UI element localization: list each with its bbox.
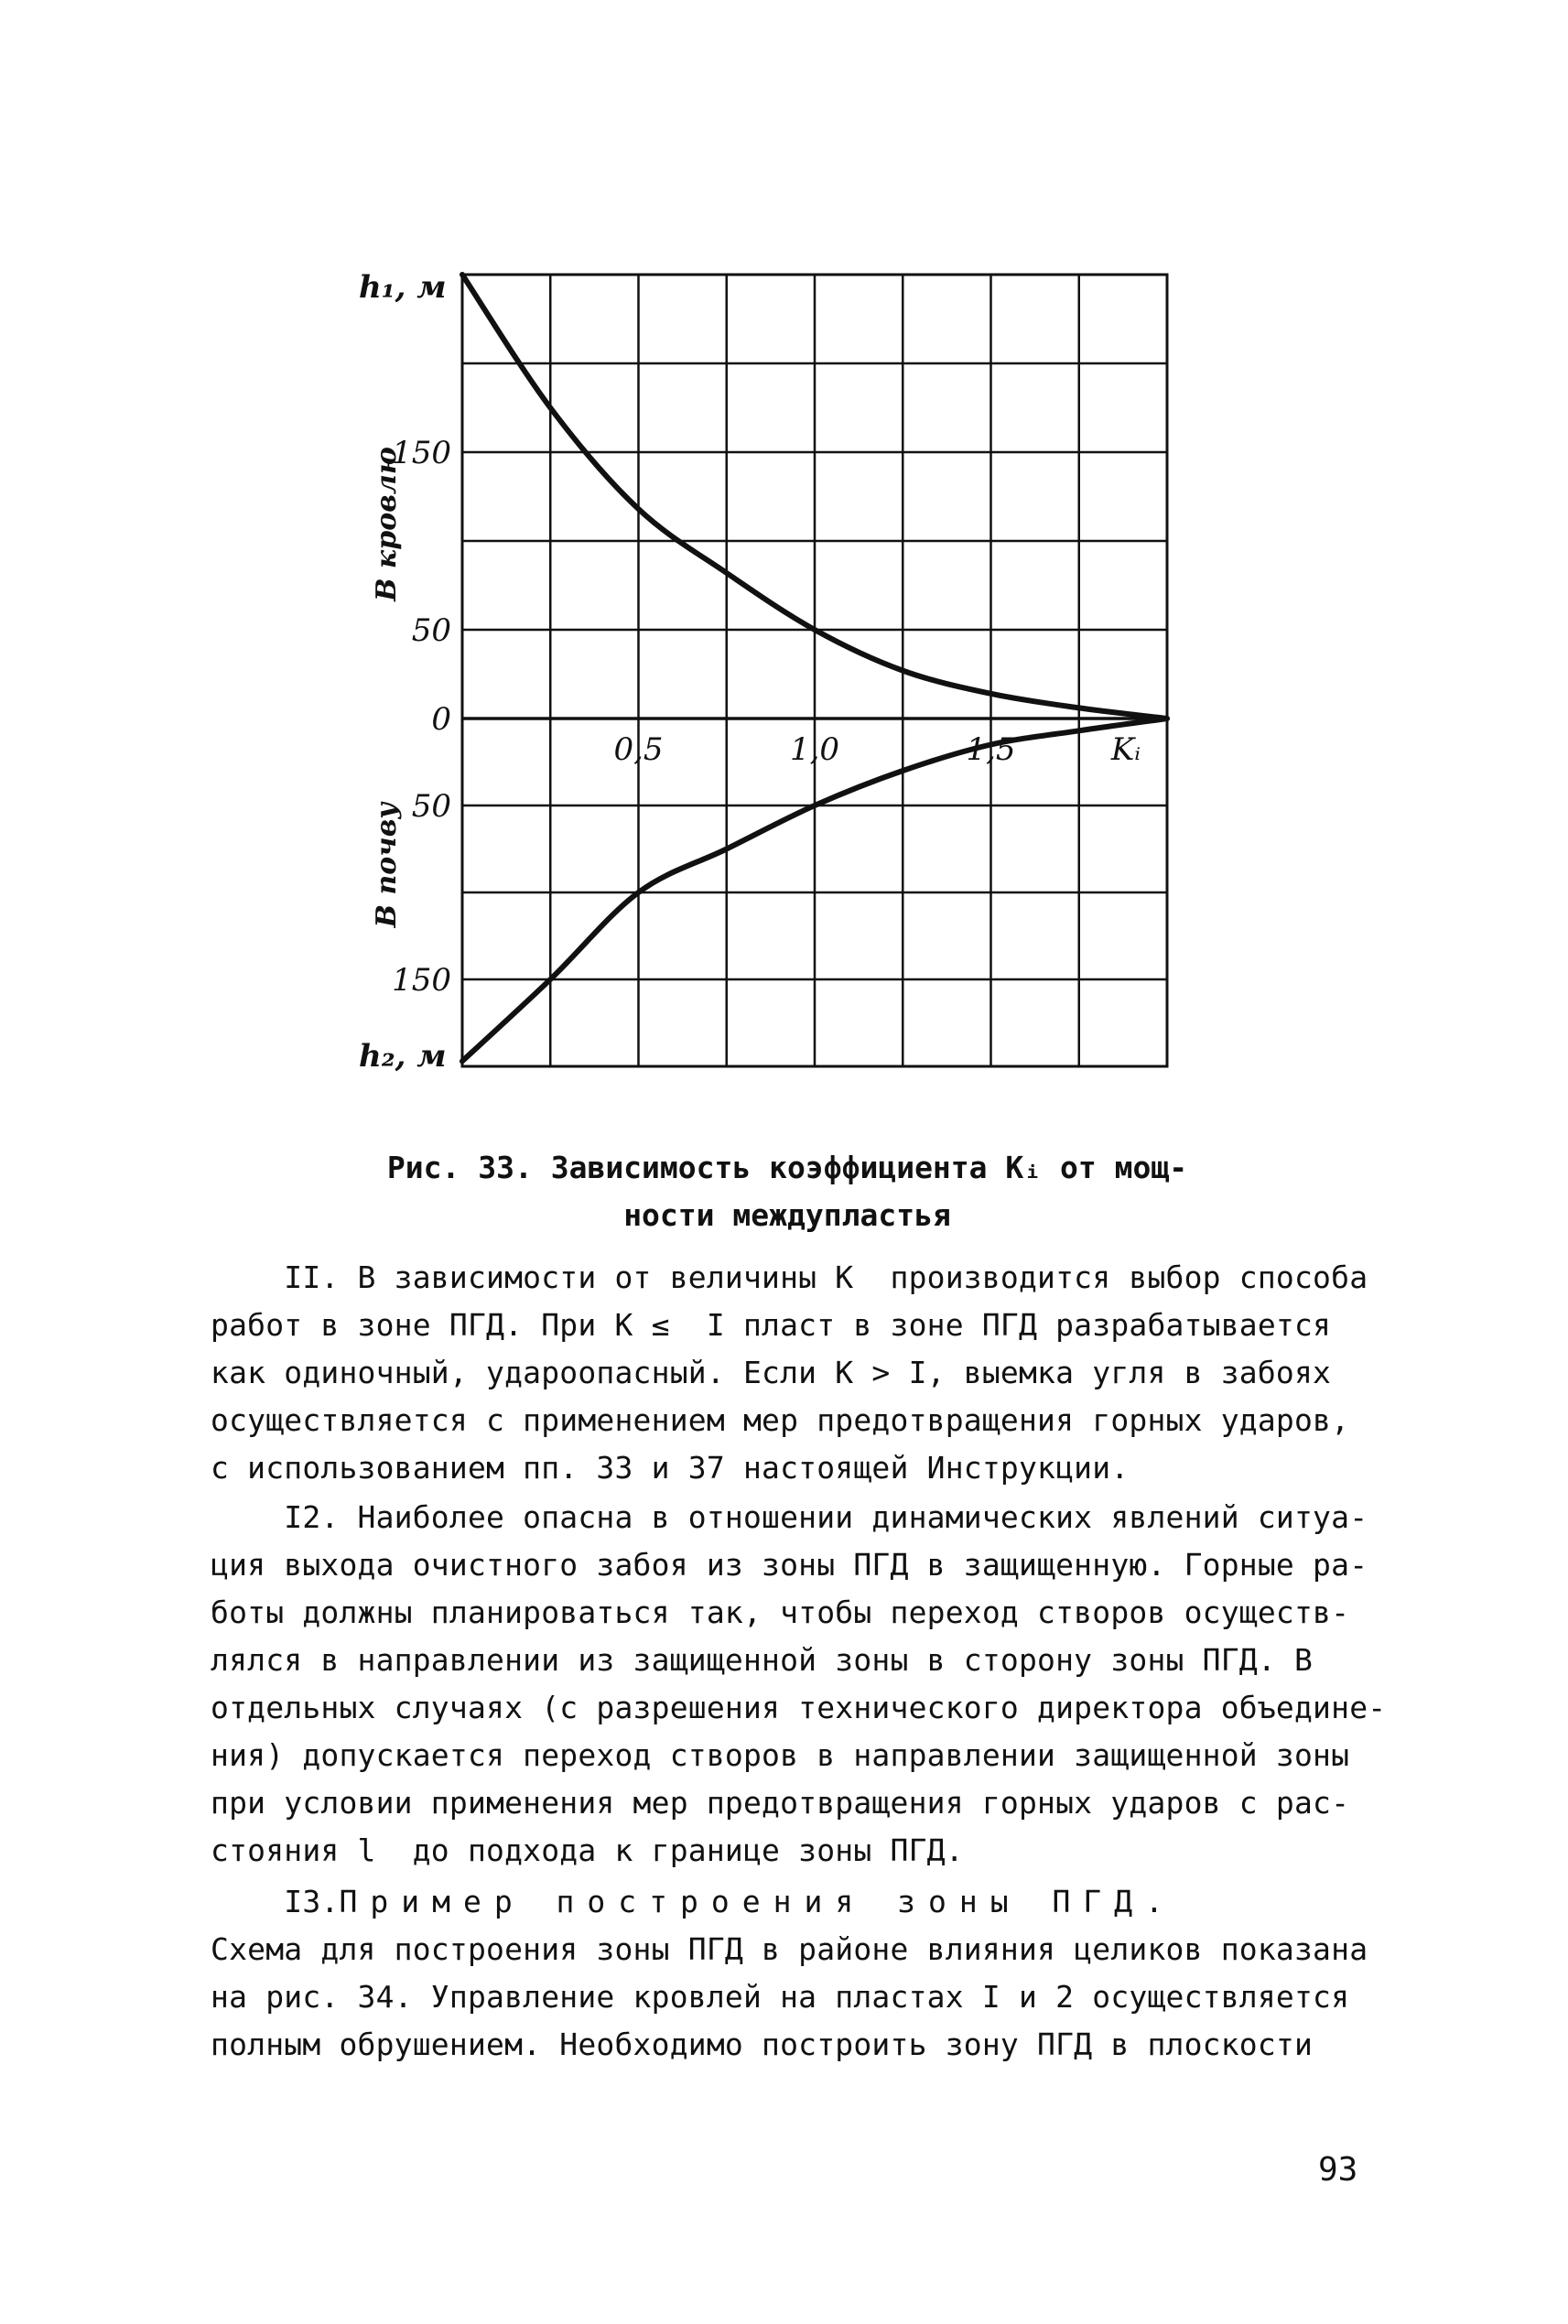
- x-tick-label: 0,5: [613, 731, 664, 768]
- paragraph-line: на рис. 34. Управление кровлей на пластах I и 2 осуществляется: [211, 1979, 1350, 2015]
- paragraph-line: ция выхода очистного забоя из зоны ПГД в защищенную. Горные ра-: [211, 1547, 1368, 1583]
- paragraph-line: стояния l до подхода к границе зоны ПГД.: [211, 1832, 964, 1868]
- paragraph-line: работ в зоне ПГД. При K ≤ I пласт в зоне ПГД разрабатывается: [211, 1307, 1332, 1343]
- paragraph-line: при условии применения мер предотвращения горных ударов с рас-: [211, 1785, 1350, 1821]
- y-tick-label-bottom: 50: [411, 788, 451, 825]
- y-tick-label-top: 0: [431, 701, 451, 738]
- paragraph-line: отдельных случаях (с разрешения технического директора объедине-: [211, 1690, 1387, 1725]
- paragraph-line: боты должны планироваться так, чтобы переход створов осуществ-: [211, 1594, 1350, 1630]
- figure-caption: [357, 1144, 1217, 1239]
- paragraph-line: полным обрушением. Необходимо построить зону ПГД в плоскости: [211, 2027, 1314, 2062]
- chart-labels: [359, 269, 1141, 1075]
- x-axis-label: Kᵢ: [1110, 731, 1141, 768]
- y-tick-label-top: 150: [392, 435, 451, 471]
- figure-33: [348, 256, 1208, 1098]
- paragraph-11: [211, 1254, 1400, 1492]
- paragraph-13-heading: [211, 1878, 1400, 1926]
- paragraph-line: I2. Наиболее опасна в отношении динамических явлений ситуа-: [211, 1499, 1368, 1535]
- page-number: 93: [1318, 2151, 1358, 2189]
- caption-line-1: Рис. 33. Зависимость коэффициента Kᵢ от мощ-: [386, 1150, 1188, 1185]
- side-label-floor: В почву: [371, 802, 403, 928]
- paragraph-line: II. В зависимости от величины K производится выбор способа: [211, 1259, 1368, 1295]
- paragraph-line: осуществляется с применением мер предотвращения горных ударов,: [211, 1402, 1350, 1438]
- side-label-roof: В кровлю: [371, 447, 403, 601]
- y-tick-label-top: 50: [411, 612, 451, 649]
- chart-grid: [462, 275, 1167, 1066]
- paragraph-line: ния) допускается переход створов в направлении защищенной зоны: [211, 1737, 1350, 1773]
- paragraph-13: [211, 1878, 1400, 2069]
- chart-k-vs-thickness: [348, 256, 1208, 1098]
- x-tick-label: 1,5: [966, 731, 1016, 768]
- paragraph-line: лялся в направлении из защищенной зоны в сторону зоны ПГД. В: [211, 1642, 1314, 1678]
- paragraph-line: с использованием пп. 33 и 37 настоящей Инструкции.: [211, 1450, 1130, 1486]
- paragraph-13-number: I3.: [211, 1884, 340, 1919]
- y-axis-label-bottom: h₂, м: [359, 1038, 447, 1075]
- caption-line-2: ности междупластья: [623, 1197, 951, 1233]
- paragraph-13-title: Пример построения зоны ПГД.: [339, 1884, 1176, 1919]
- paragraph-line: Схема для построения зоны ПГД в районе влияния целиков показана: [211, 1931, 1368, 1967]
- paragraph-12: [211, 1494, 1400, 1875]
- x-tick-label: 1,0: [789, 731, 840, 768]
- paragraph-line: как одиночный, удароопасный. Если K > I, выемка угля в забоях: [211, 1355, 1332, 1390]
- y-axis-label-top: h₁, м: [359, 269, 447, 306]
- y-tick-label-bottom: 150: [392, 962, 451, 999]
